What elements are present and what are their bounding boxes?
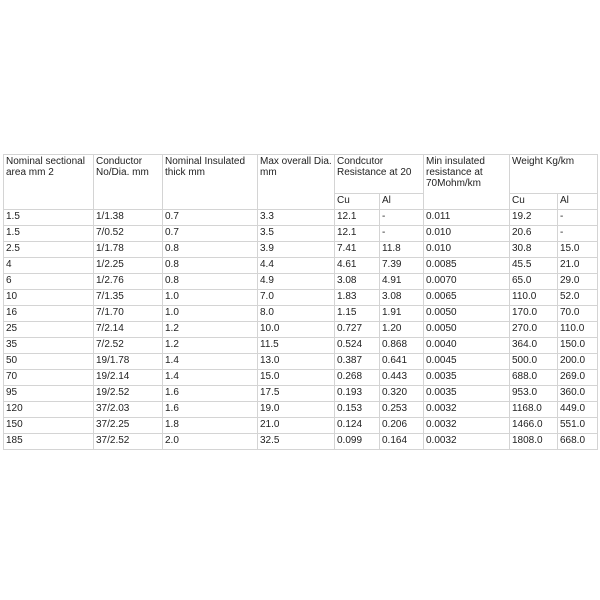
table-cell: 12.1 xyxy=(335,226,380,242)
table-cell: 8.0 xyxy=(258,306,335,322)
table-cell: 7/1.35 xyxy=(94,290,163,306)
table-cell: 4.4 xyxy=(258,258,335,274)
table-cell: 185 xyxy=(4,434,94,450)
table-cell: 0.0035 xyxy=(424,370,510,386)
cable-spec-table xyxy=(3,154,598,450)
table-cell: 150.0 xyxy=(558,338,598,354)
subheader-weight-al: Al xyxy=(558,194,598,210)
table-cell: 0.164 xyxy=(380,434,424,450)
table-cell: 3.3 xyxy=(258,210,335,226)
table-cell: 150 xyxy=(4,418,94,434)
table-cell: 364.0 xyxy=(510,338,558,354)
table-cell: 0.387 xyxy=(335,354,380,370)
table-cell: 16 xyxy=(4,306,94,322)
table-cell: 7.0 xyxy=(258,290,335,306)
table-row xyxy=(4,322,598,338)
table-cell: 6 xyxy=(4,274,94,290)
table-cell: 0.0070 xyxy=(424,274,510,290)
header-insulated-thick: Nominal Insulated thick mm xyxy=(163,155,258,210)
table-cell: 449.0 xyxy=(558,402,598,418)
table-cell: 0.0085 xyxy=(424,258,510,274)
table-row xyxy=(4,338,598,354)
table-cell: - xyxy=(380,226,424,242)
table-cell: 1.6 xyxy=(163,402,258,418)
table-cell: 1808.0 xyxy=(510,434,558,450)
table-cell: 25 xyxy=(4,322,94,338)
table-cell: 0.193 xyxy=(335,386,380,402)
table-cell: 1.6 xyxy=(163,386,258,402)
table-cell: 0.124 xyxy=(335,418,380,434)
table-cell: 19/2.52 xyxy=(94,386,163,402)
table-cell: 7.39 xyxy=(380,258,424,274)
table-cell: 29.0 xyxy=(558,274,598,290)
table-cell: 1/1.38 xyxy=(94,210,163,226)
table-cell: 35 xyxy=(4,338,94,354)
table-cell: 3.9 xyxy=(258,242,335,258)
table-cell: 0.443 xyxy=(380,370,424,386)
table-cell: 0.206 xyxy=(380,418,424,434)
header-resistance: Condcutor Resistance at 20 xyxy=(335,155,424,194)
table-cell: 10.0 xyxy=(258,322,335,338)
table-cell: 21.0 xyxy=(258,418,335,434)
table-row xyxy=(4,290,598,306)
table-cell: 551.0 xyxy=(558,418,598,434)
table-cell: 1.0 xyxy=(163,290,258,306)
subheader-resistance-al: Al xyxy=(380,194,424,210)
table-cell: 0.0032 xyxy=(424,418,510,434)
table-cell: 19/1.78 xyxy=(94,354,163,370)
table-cell: 4.9 xyxy=(258,274,335,290)
table-cell: 1.4 xyxy=(163,370,258,386)
table-cell: 1/1.78 xyxy=(94,242,163,258)
table-cell: 1.2 xyxy=(163,322,258,338)
table-cell: 0.268 xyxy=(335,370,380,386)
header-nominal-area: Nominal sectional area mm 2 xyxy=(4,155,94,210)
table-cell: 110.0 xyxy=(558,322,598,338)
table-cell: 7.41 xyxy=(335,242,380,258)
table-row xyxy=(4,386,598,402)
table-cell: 120 xyxy=(4,402,94,418)
subheader-resistance-cu: Cu xyxy=(335,194,380,210)
table-cell: 0.0035 xyxy=(424,386,510,402)
table-row xyxy=(4,210,598,226)
table-cell: 0.8 xyxy=(163,242,258,258)
table-cell: 0.0045 xyxy=(424,354,510,370)
table-cell: 110.0 xyxy=(510,290,558,306)
table-cell: - xyxy=(558,210,598,226)
table-cell: 11.5 xyxy=(258,338,335,354)
table-cell: 0.0040 xyxy=(424,338,510,354)
table-cell: 270.0 xyxy=(510,322,558,338)
table-cell: 20.6 xyxy=(510,226,558,242)
table-cell: 19.0 xyxy=(258,402,335,418)
table-row xyxy=(4,274,598,290)
table-cell: 0.153 xyxy=(335,402,380,418)
table-cell: 50 xyxy=(4,354,94,370)
table-cell: 0.868 xyxy=(380,338,424,354)
table-cell: 1.2 xyxy=(163,338,258,354)
table-cell: 0.0065 xyxy=(424,290,510,306)
header-max-overall: Max overall Dia. mm xyxy=(258,155,335,210)
table-cell: 668.0 xyxy=(558,434,598,450)
table-cell: 15.0 xyxy=(258,370,335,386)
table-cell: 4.91 xyxy=(380,274,424,290)
table-cell: 1.91 xyxy=(380,306,424,322)
table-cell: 1.4 xyxy=(163,354,258,370)
table-cell: 37/2.52 xyxy=(94,434,163,450)
table-row xyxy=(4,258,598,274)
table-cell: 0.641 xyxy=(380,354,424,370)
table-cell: 3.08 xyxy=(380,290,424,306)
table-cell: 269.0 xyxy=(558,370,598,386)
table-cell: 0.011 xyxy=(424,210,510,226)
table-cell: 688.0 xyxy=(510,370,558,386)
table-cell: 37/2.03 xyxy=(94,402,163,418)
table-cell: 7/1.70 xyxy=(94,306,163,322)
table-cell: 70 xyxy=(4,370,94,386)
table-cell: 0.253 xyxy=(380,402,424,418)
table-cell: 0.010 xyxy=(424,226,510,242)
table-cell: 0.320 xyxy=(380,386,424,402)
table-cell: 360.0 xyxy=(558,386,598,402)
table-cell: 45.5 xyxy=(510,258,558,274)
table-cell: 65.0 xyxy=(510,274,558,290)
table-cell: - xyxy=(558,226,598,242)
table-row xyxy=(4,306,598,322)
table-cell: 1.0 xyxy=(163,306,258,322)
table-cell: 0.524 xyxy=(335,338,380,354)
table-cell: 0.0032 xyxy=(424,434,510,450)
header-min-insulated: Min insulated resistance at 70Mohm/km xyxy=(424,155,510,210)
table-row xyxy=(4,242,598,258)
table-cell: 0.7 xyxy=(163,210,258,226)
table-cell: 21.0 xyxy=(558,258,598,274)
table-cell: - xyxy=(380,210,424,226)
table-cell: 7/2.52 xyxy=(94,338,163,354)
table-cell: 0.8 xyxy=(163,258,258,274)
table-cell: 0.0050 xyxy=(424,322,510,338)
table-cell: 1.15 xyxy=(335,306,380,322)
table-row xyxy=(4,370,598,386)
table-row xyxy=(4,434,598,450)
table-cell: 500.0 xyxy=(510,354,558,370)
table-cell: 7/2.14 xyxy=(94,322,163,338)
table-cell: 95 xyxy=(4,386,94,402)
table-cell: 4.61 xyxy=(335,258,380,274)
subheader-weight-cu: Cu xyxy=(510,194,558,210)
table-row xyxy=(4,418,598,434)
table-cell: 15.0 xyxy=(558,242,598,258)
table-cell: 1168.0 xyxy=(510,402,558,418)
table-cell: 70.0 xyxy=(558,306,598,322)
table-row xyxy=(4,354,598,370)
table-cell: 2.5 xyxy=(4,242,94,258)
table-cell: 52.0 xyxy=(558,290,598,306)
table-cell: 13.0 xyxy=(258,354,335,370)
table-cell: 17.5 xyxy=(258,386,335,402)
header-conductor: Conductor No/Dia. mm xyxy=(94,155,163,210)
table-cell: 1.83 xyxy=(335,290,380,306)
table-cell: 2.0 xyxy=(163,434,258,450)
table-cell: 1/2.25 xyxy=(94,258,163,274)
table-cell: 3.5 xyxy=(258,226,335,242)
table-cell: 0.727 xyxy=(335,322,380,338)
table-cell: 1.20 xyxy=(380,322,424,338)
table-cell: 0.010 xyxy=(424,242,510,258)
table-cell: 11.8 xyxy=(380,242,424,258)
table-row xyxy=(4,402,598,418)
table-cell: 0.099 xyxy=(335,434,380,450)
table-cell: 19.2 xyxy=(510,210,558,226)
table-cell: 32.5 xyxy=(258,434,335,450)
header-weight: Weight Kg/km xyxy=(510,155,598,194)
table-cell: 1.5 xyxy=(4,210,94,226)
table-cell: 4 xyxy=(4,258,94,274)
header-row xyxy=(4,155,598,194)
table-cell: 12.1 xyxy=(335,210,380,226)
table-cell: 200.0 xyxy=(558,354,598,370)
table-cell: 0.8 xyxy=(163,274,258,290)
table-cell: 1/2.76 xyxy=(94,274,163,290)
table-cell: 1466.0 xyxy=(510,418,558,434)
table-cell: 0.0032 xyxy=(424,402,510,418)
table-cell: 37/2.25 xyxy=(94,418,163,434)
table-cell: 10 xyxy=(4,290,94,306)
table-cell: 1.5 xyxy=(4,226,94,242)
table-cell: 953.0 xyxy=(510,386,558,402)
table-cell: 0.0050 xyxy=(424,306,510,322)
table-cell: 3.08 xyxy=(335,274,380,290)
table-cell: 0.7 xyxy=(163,226,258,242)
table-cell: 19/2.14 xyxy=(94,370,163,386)
table-cell: 30.8 xyxy=(510,242,558,258)
table-row xyxy=(4,226,598,242)
table-cell: 170.0 xyxy=(510,306,558,322)
table-cell: 7/0.52 xyxy=(94,226,163,242)
table-body xyxy=(4,210,598,450)
table-cell: 1.8 xyxy=(163,418,258,434)
